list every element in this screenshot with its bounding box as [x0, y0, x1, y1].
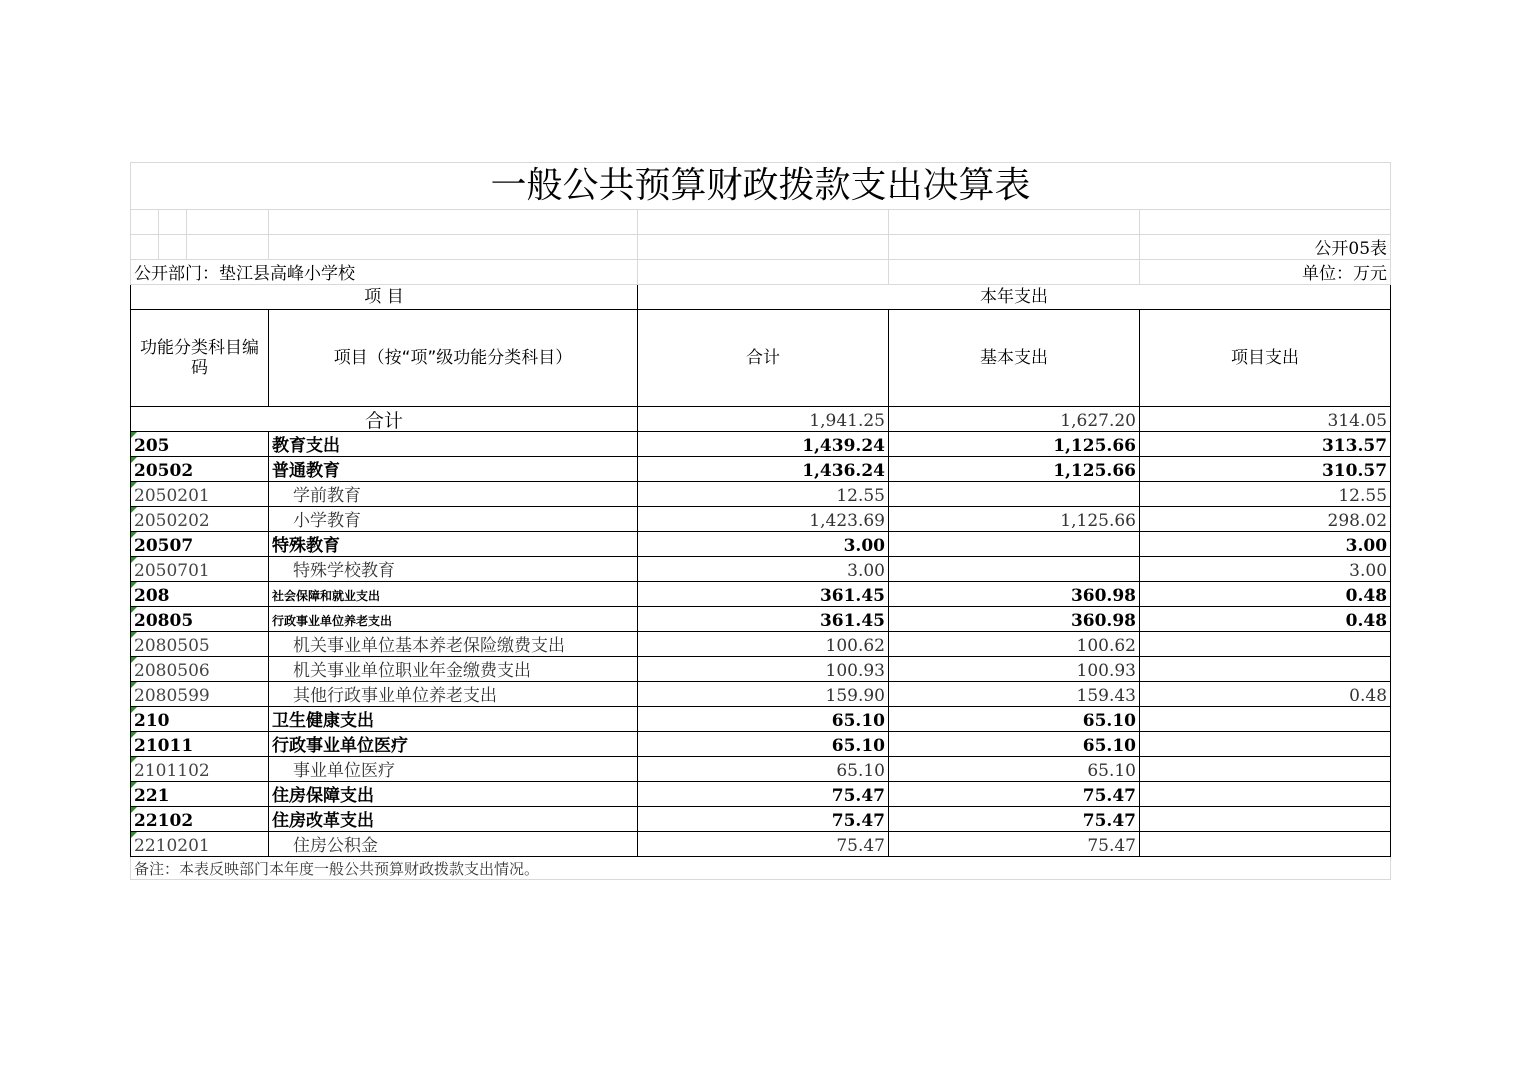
total-label: 合计 [131, 407, 638, 432]
row-project [1140, 657, 1391, 682]
row-basic: 360.98 [889, 607, 1140, 632]
row-code: 22102 [131, 807, 269, 832]
row-project [1140, 632, 1391, 657]
row-project [1140, 707, 1391, 732]
row-name: 住房公积金 [269, 832, 638, 857]
row-total: 159.90 [638, 682, 889, 707]
row-name: 教育支出 [269, 432, 638, 457]
row-basic [889, 532, 1140, 557]
header-project: 项目支出 [1140, 310, 1391, 407]
row-name: 住房保障支出 [269, 782, 638, 807]
row-code: 21011 [131, 732, 269, 757]
row-total: 361.45 [638, 607, 889, 632]
row-name: 其他行政事业单位养老支出 [269, 682, 638, 707]
table-row [131, 432, 1391, 457]
row-name: 卫生健康支出 [269, 707, 638, 732]
table-row [131, 582, 1391, 607]
row-project: 310.57 [1140, 457, 1391, 482]
row-project [1140, 782, 1391, 807]
row-basic: 100.93 [889, 657, 1140, 682]
row-code: 20805 [131, 607, 269, 632]
table-row [131, 507, 1391, 532]
row-code: 2050701 [131, 557, 269, 582]
row-total: 75.47 [638, 832, 889, 857]
row-project: 3.00 [1140, 532, 1391, 557]
row-total: 1,436.24 [638, 457, 889, 482]
row-total: 75.47 [638, 807, 889, 832]
table-title: 一般公共预算财政拨款支出决算表 [131, 163, 1391, 210]
row-name: 普通教育 [269, 457, 638, 482]
row-total: 361.45 [638, 582, 889, 607]
row-total: 75.47 [638, 782, 889, 807]
row-total: 1,439.24 [638, 432, 889, 457]
row-code: 2080506 [131, 657, 269, 682]
header-code: 功能分类科目编码 [131, 310, 269, 407]
row-basic: 159.43 [889, 682, 1140, 707]
row-project: 298.02 [1140, 507, 1391, 532]
row-project [1140, 757, 1391, 782]
row-total: 100.93 [638, 657, 889, 682]
row-name: 社会保障和就业支出 [269, 582, 638, 607]
row-code: 221 [131, 782, 269, 807]
row-name: 学前教育 [269, 482, 638, 507]
row-code: 2101102 [131, 757, 269, 782]
row-basic: 75.47 [889, 807, 1140, 832]
row-basic: 65.10 [889, 707, 1140, 732]
row-project [1140, 832, 1391, 857]
row-basic [889, 482, 1140, 507]
row-code: 2050202 [131, 507, 269, 532]
expenditure-table [130, 162, 1391, 880]
row-basic: 75.47 [889, 782, 1140, 807]
row-project: 0.48 [1140, 582, 1391, 607]
row-total: 1,423.69 [638, 507, 889, 532]
row-name: 行政事业单位医疗 [269, 732, 638, 757]
row-project [1140, 732, 1391, 757]
row-code: 205 [131, 432, 269, 457]
row-code: 210 [131, 707, 269, 732]
row-name: 事业单位医疗 [269, 757, 638, 782]
row-basic: 65.10 [889, 732, 1140, 757]
header-this-year: 本年支出 [638, 285, 1391, 310]
row-basic: 1,125.66 [889, 507, 1140, 532]
row-name: 行政事业单位养老支出 [269, 607, 638, 632]
table-row [131, 807, 1391, 832]
form-number: 公开05表 [1140, 235, 1391, 260]
table-row [131, 607, 1391, 632]
table-row [131, 657, 1391, 682]
department-label: 公开部门：垫江县高峰小学校 [131, 260, 638, 285]
total-basic: 1,627.20 [889, 407, 1140, 432]
row-total: 65.10 [638, 707, 889, 732]
total-row [131, 407, 1391, 432]
row-basic: 75.47 [889, 832, 1140, 857]
table-row [131, 682, 1391, 707]
row-total: 12.55 [638, 482, 889, 507]
row-name: 特殊教育 [269, 532, 638, 557]
row-project: 12.55 [1140, 482, 1391, 507]
row-total: 65.10 [638, 757, 889, 782]
row-project: 0.48 [1140, 682, 1391, 707]
row-total: 3.00 [638, 532, 889, 557]
row-name: 住房改革支出 [269, 807, 638, 832]
header-item: 项 目 [131, 285, 638, 310]
table-row [131, 732, 1391, 757]
table-row [131, 482, 1391, 507]
row-project: 3.00 [1140, 557, 1391, 582]
row-basic: 100.62 [889, 632, 1140, 657]
table-row [131, 557, 1391, 582]
total-project: 314.05 [1140, 407, 1391, 432]
header-name: 项目（按“项”级功能分类科目） [269, 310, 638, 407]
note: 备注：本表反映部门本年度一般公共预算财政拨款支出情况。 [131, 857, 1391, 880]
header-basic: 基本支出 [889, 310, 1140, 407]
row-code: 2080505 [131, 632, 269, 657]
table-row [131, 757, 1391, 782]
row-name: 机关事业单位职业年金缴费支出 [269, 657, 638, 682]
table-row [131, 832, 1391, 857]
budget-sheet [130, 162, 1390, 880]
row-project: 0.48 [1140, 607, 1391, 632]
row-name: 小学教育 [269, 507, 638, 532]
row-code: 20502 [131, 457, 269, 482]
row-basic: 65.10 [889, 757, 1140, 782]
row-code: 20507 [131, 532, 269, 557]
row-basic [889, 557, 1140, 582]
row-total: 100.62 [638, 632, 889, 657]
row-basic: 360.98 [889, 582, 1140, 607]
row-name: 机关事业单位基本养老保险缴费支出 [269, 632, 638, 657]
row-project [1140, 807, 1391, 832]
table-row [131, 782, 1391, 807]
total-total: 1,941.25 [638, 407, 889, 432]
row-name: 特殊学校教育 [269, 557, 638, 582]
table-row [131, 457, 1391, 482]
header-total: 合计 [638, 310, 889, 407]
table-row [131, 632, 1391, 657]
unit-label: 单位：万元 [1140, 260, 1391, 285]
row-basic: 1,125.66 [889, 432, 1140, 457]
row-code: 208 [131, 582, 269, 607]
row-basic: 1,125.66 [889, 457, 1140, 482]
row-code: 2210201 [131, 832, 269, 857]
row-project: 313.57 [1140, 432, 1391, 457]
row-total: 3.00 [638, 557, 889, 582]
row-total: 65.10 [638, 732, 889, 757]
table-row [131, 532, 1391, 557]
table-row [131, 707, 1391, 732]
row-code: 2080599 [131, 682, 269, 707]
row-code: 2050201 [131, 482, 269, 507]
